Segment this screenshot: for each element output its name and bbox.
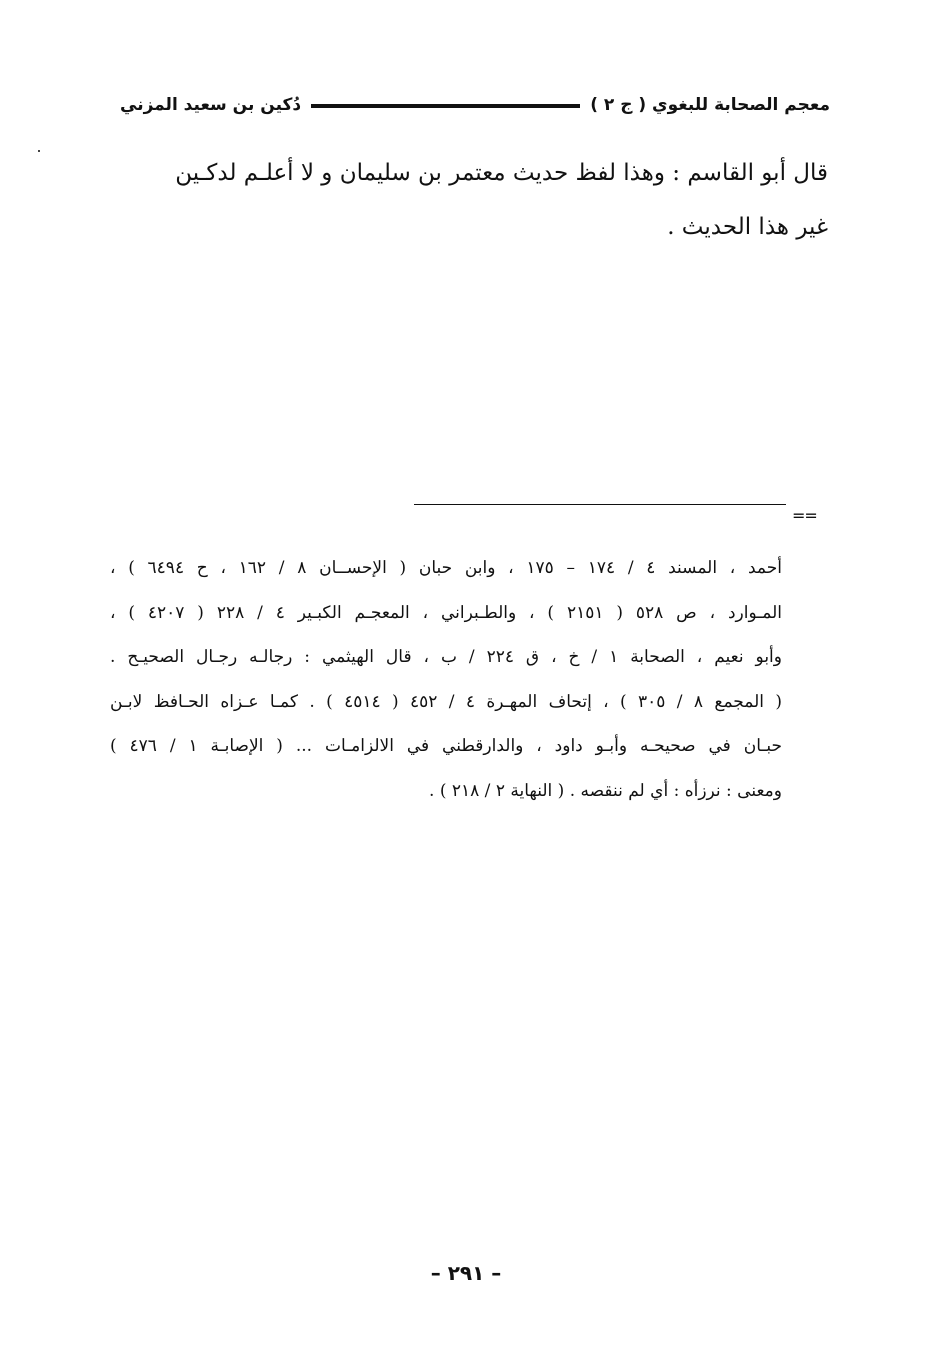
scan-speck [38,150,40,152]
footnote-line: حبـان في صحيحـه وأبـو داود ، والدارقطني في الالزامـات ... ( الإصابـة ١ / ٤٧٦ ) [110,736,782,757]
main-text-line: غير هذا الحديث . [667,214,828,240]
main-text-line: قال أبو القاسم : وهذا لفظ حديث معتمر بن سليمان و لا أعلـم لدكـين [175,160,828,186]
running-header [120,90,830,120]
footnote-continuation-marker: == [792,506,817,525]
header-rule [311,104,580,108]
footnote-line: المـوارد ، ص ٥٢٨ ( ٢١٥١ ) ، والطـبراني ، المعجـم الكبـير ٤ / ٢٢٨ ( ٤٢٠٧ ) ، [110,602,782,623]
footnote-line: وأبو نعيم ، الصحابة ١ / خ ، ق ٢٢٤ / ب ، قال الهيثمي : رجالـه رجـال الصحيـح . [110,647,782,668]
footnote-line: ( المجمع ٨ / ٣٠٥ ) ، إتحاف المهـرة ٤ / ٤٥٢ ( ٤٥١٤ ) . كمـا عـزاه الحـافظ لابـن [110,691,782,712]
main-text [110,146,828,254]
footnote-line: أحمد ، المسند ٤ / ١٧٤ – ١٧٥ ، وابن حبان ( الإحســان ٨ / ١٦٢ ، ح ٦٤٩٤ ) ، [110,558,782,578]
footnote-line: ومعنى : نرزأه : أي لم ننقصه . ( النهاية ٢ / ٢١٨ ) . [429,780,782,801]
footnote-separator [414,504,786,505]
section-title: دُكين بن سعيد المزني [120,95,302,115]
book-title: معجم الصحابة للبغوي ( ج ٢ ) [590,95,830,115]
footnote-text [110,546,782,814]
page-number: – ٢٩١ – [430,1261,502,1285]
